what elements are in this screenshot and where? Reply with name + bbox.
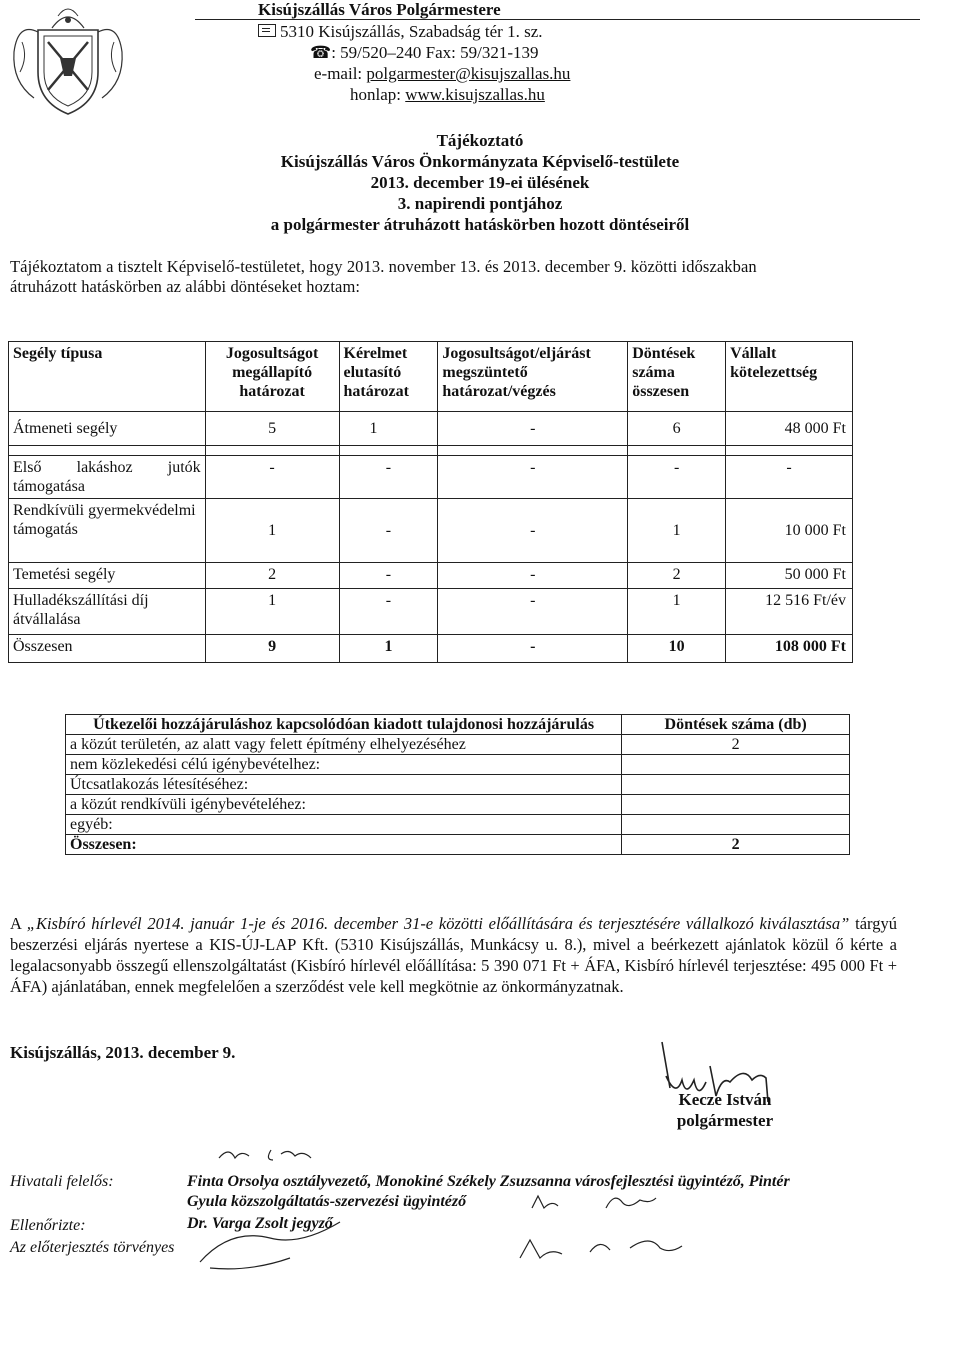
col-header-rejected: Kérelmet elutasító határozat: [339, 342, 438, 412]
phone-line: [310, 43, 539, 63]
table-row: a közút rendkívüli igénybevételéhez:: [66, 795, 850, 815]
table-row: egyéb:: [66, 815, 850, 835]
signatory-block: [670, 1089, 780, 1131]
table-row: nem közlekedési célú igénybevételhez:: [66, 755, 850, 775]
procurement-paragraph: A „Kisbíró hírlevél 2014. január 1-je és 2016. december 31-e közötti előállítására és terjesztésére vállalkozó kiválasztása” tárgyú beszerzési eljárás nyertese a KIS-ÚJ-LAP Kft. (5310 Kisújszállás, Munkácsy u. 8.), mivel a beérkezett ajánlatok közül ő kérte a legalacsonyabb összegű ellenszolgáltatást (Kisbíró hírlevél előállítása: 5 390 071 Ft + ÁFA, Kisbíró hírlevél terjesztése: 495 000 Ft + ÁFA) ajánlatában, ennek megfelelően a szerződést vele kell megkötnie az önkormányzatnak.: [10, 914, 897, 996]
table-row: Rendkívüli gyermekvédelmi támogatás 1 - - 1 10 000 Ft: [9, 499, 853, 563]
col-header-granted: Jogosultságot megállapító határozat: [205, 342, 339, 412]
resp-label: Hivatali felelős:: [10, 1173, 114, 1190]
email-link[interactable]: polgarmester@kisujszallas.hu: [366, 64, 571, 83]
table-sum-row: Összesen: 2: [66, 835, 850, 855]
signatory-name: Kecze István: [678, 1090, 772, 1109]
table-row: Hulladékszállítási díj átvállalása 1 - - 1 12 516 Ft/év: [9, 589, 853, 635]
web-line: [350, 85, 545, 105]
col-header-amount: Vállalt kötelezettség: [726, 342, 853, 412]
road-permit-table: [65, 714, 850, 855]
table-row: Átmeneti segély 5 1 - 6 48 000 Ft: [9, 412, 853, 446]
procurement-subject: „Kisbíró hírlevél 2014. január 1-je és 2016. december 31-e közötti előállítására és terjesztésére vállalkozó kiválasztása”: [26, 914, 850, 933]
address-text: 5310 Kisújszállás, Szabadság tér 1. sz.: [280, 22, 543, 41]
org-name: Kisújszállás Város Polgármestere: [258, 0, 501, 19]
table-sum-row: Összesen 9 1 - 10 108 000 Ft: [9, 635, 853, 663]
handwritten-strokes: [190, 1218, 710, 1278]
header-rule: [195, 19, 920, 20]
handwritten-initials: [215, 1144, 325, 1166]
title-line-1: Tájékoztató: [436, 131, 524, 150]
intro-line-2: átruházott hatáskörben az alábbi döntéseket hoztam:: [10, 277, 361, 296]
table-row: Temetési segély 2 - - 2 50 000 Ft: [9, 563, 853, 589]
legal-label: Az előterjesztés törvényes: [10, 1239, 175, 1256]
resp-line-1: Finta Orsolya osztályvezető, Monokiné Székely Zsuzsanna városfejlesztési ügyintéző, Pintér: [187, 1173, 790, 1190]
table-row: a közút területén, az alatt vagy felett építmény elhelyezéséhez 2: [66, 735, 850, 755]
title-line-2: Kisújszállás Város Önkormányzata Képviselő-testülete: [280, 152, 680, 171]
col-header-total: Döntések száma összesen: [628, 342, 726, 412]
web-link[interactable]: www.kisujszallas.hu: [405, 85, 545, 104]
check-value: Dr. Varga Zsolt jegyző: [187, 1215, 333, 1232]
signatory-role: polgármester: [676, 1111, 774, 1130]
resp-line-2: Gyula közszolgáltatás-szervezési ügyintéző: [187, 1193, 467, 1210]
col-header-terminated: Jogosultságot/eljárást megszüntető határozat/végzés: [438, 342, 628, 412]
col-header-permit: Útkezelői hozzájáruláshoz kapcsolódóan kiadott tulajdonosi hozzájárulás: [66, 715, 622, 735]
phone-icon: ☎: [310, 43, 332, 62]
table-row: Útcsatlakozás létesítéséhez:: [66, 775, 850, 795]
title-line-5: a polgármester átruházott hatáskörben hozott döntéseiről: [270, 215, 690, 234]
table-row: Első lakáshoz jutók támogatása - - - - -: [9, 456, 853, 499]
table-header-row: [66, 715, 850, 735]
email-line: [314, 64, 570, 84]
title-line-3: 2013. december 19-ei ülésének: [370, 173, 590, 192]
city-crest-logo: [8, 2, 128, 124]
title-line-4: 3. napirendi pontjához: [397, 194, 563, 213]
col-header-type: Segély típusa: [9, 342, 206, 412]
col-header-count: Döntések száma (db): [622, 715, 850, 735]
phone-text: : 59/520–240 Fax: 59/321-139: [331, 43, 539, 62]
web-label: honlap:: [350, 85, 406, 104]
aid-decisions-table: [8, 341, 853, 663]
place-date: Kisújszállás, 2013. december 9.: [10, 1043, 236, 1062]
table-header-row: [9, 342, 853, 412]
table-spacer-row: [9, 446, 853, 456]
address-line: [258, 22, 543, 42]
handwritten-signatures: [528, 1188, 668, 1218]
mailbox-icon: [258, 24, 276, 37]
intro-text: [10, 257, 905, 297]
check-label: Ellenőrizte:: [10, 1217, 86, 1234]
intro-line-1: Tájékoztatom a tisztelt Képviselő-testületet, hogy 2013. november 13. és 2013. december 9. közötti időszakban: [10, 257, 757, 276]
email-label: e-mail:: [314, 64, 367, 83]
title-block: [0, 130, 960, 235]
